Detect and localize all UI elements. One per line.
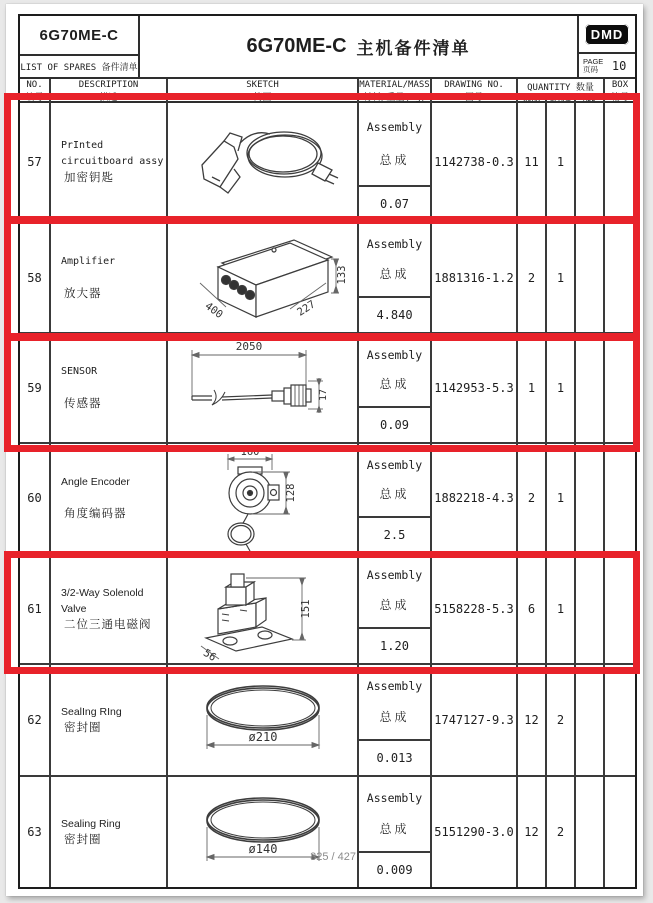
material-assembly-cn: 总成 xyxy=(379,153,410,167)
material-mass-value: 4.840 xyxy=(359,296,430,332)
description-line: 3/2-Way Solenold xyxy=(61,586,144,599)
row-drawing-no: 1882218-4.3 xyxy=(432,444,518,552)
svg-text:2050: 2050 xyxy=(235,340,263,353)
description-line: 传感器 xyxy=(64,398,102,410)
material-mass-value: 2.5 xyxy=(359,516,430,552)
row-description xyxy=(51,665,168,775)
table-row xyxy=(20,223,635,334)
engine-model: 6G70ME-C xyxy=(20,16,138,56)
row-description xyxy=(51,334,168,442)
material-assembly-cn: 总成 xyxy=(379,709,410,724)
row-description xyxy=(51,444,168,552)
row-box xyxy=(605,554,635,663)
svg-text:17: 17 xyxy=(318,388,329,402)
row-number: 59 xyxy=(20,334,51,442)
row-qty-work: 1 xyxy=(518,334,547,442)
material-assembly-label: Assembly xyxy=(366,347,423,362)
description-line xyxy=(61,271,166,285)
row-number: 58 xyxy=(20,223,51,332)
col-quantity: QUANTITY 数量 WORK SPARE ADD xyxy=(518,79,605,103)
row-qty-spare: 1 xyxy=(547,334,576,442)
description-line: SENSOR xyxy=(61,366,98,377)
row-number: 60 xyxy=(20,444,51,552)
row-qty-spare: 2 xyxy=(547,777,576,887)
description-line: 加密钥匙 xyxy=(64,172,114,184)
page-labels xyxy=(583,58,603,74)
sketch-encoder xyxy=(168,444,359,552)
row-description xyxy=(51,223,168,332)
viewer-page-indicator: 325 / 427 xyxy=(310,851,356,863)
row-material xyxy=(359,334,432,442)
row-qty-spare: 1 xyxy=(547,444,576,552)
svg-text:128: 128 xyxy=(285,483,297,503)
svg-text:400: 400 xyxy=(202,299,225,321)
material-assembly-label: Assembly xyxy=(366,120,423,134)
sketch-ring xyxy=(168,665,359,775)
row-box xyxy=(605,777,635,887)
description-line: SealIng RIng xyxy=(61,706,122,718)
dmd-logo: DMD xyxy=(585,24,630,45)
row-qty-work: 2 xyxy=(518,223,547,332)
row-box xyxy=(605,665,635,775)
svg-text:151: 151 xyxy=(300,599,312,618)
table-row xyxy=(20,665,635,777)
row-material xyxy=(359,554,432,663)
page-number: 10 xyxy=(611,58,627,73)
col-material-mass: MATERIAL/MASS 材料/重量(Kg) xyxy=(359,79,432,103)
row-material xyxy=(359,444,432,552)
material-assembly-label: Assembly xyxy=(366,237,423,251)
sketch-dongle xyxy=(168,103,359,221)
header-left-cell xyxy=(20,16,140,77)
svg-text:ø140: ø140 xyxy=(248,842,278,856)
row-material xyxy=(359,223,432,332)
col-no: NO. 编号 xyxy=(20,79,51,103)
row-number: 63 xyxy=(20,777,51,887)
list-of-spares-label: LIST OF SPARES 备件清单 xyxy=(20,63,138,73)
svg-text:133: 133 xyxy=(336,265,348,284)
row-drawing-no: 5151290-3.0 xyxy=(432,777,518,887)
row-number: 61 xyxy=(20,554,51,663)
material-mass-value: 1.20 xyxy=(359,627,430,663)
row-box xyxy=(605,444,635,552)
row-qty-spare: 1 xyxy=(547,223,576,332)
sketch-sensor xyxy=(168,334,359,442)
description-line: 角度编码器 xyxy=(64,508,127,520)
row-qty-work: 11 xyxy=(518,103,547,221)
description-line: 放大器 xyxy=(64,287,102,300)
row-description xyxy=(51,103,168,221)
row-qty-work: 2 xyxy=(518,444,547,552)
description-line: 密封圈 xyxy=(64,722,102,734)
row-qty-spare: 1 xyxy=(547,103,576,221)
col-box: BOX 箱号 xyxy=(610,80,629,103)
row-qty-add xyxy=(576,665,605,775)
table-header-band xyxy=(20,16,635,79)
description-line: Sealing Ring xyxy=(61,818,121,830)
material-mass-value: 0.07 xyxy=(359,185,430,221)
page-number-cell xyxy=(579,54,635,77)
col-qty-spare: SPARE xyxy=(547,93,576,103)
row-description xyxy=(51,777,168,887)
material-assembly-label: Assembly xyxy=(366,679,423,694)
description-line: Amplifier xyxy=(61,255,116,267)
svg-text:56: 56 xyxy=(201,646,219,663)
logo-cell xyxy=(579,16,635,54)
row-qty-work: 12 xyxy=(518,665,547,775)
description-line: Angle Encoder xyxy=(61,476,130,488)
page-label-cn: 页码 xyxy=(583,65,598,74)
table-row xyxy=(20,334,635,444)
row-qty-add xyxy=(576,777,605,887)
row-drawing-no: 1881316-1.2 xyxy=(432,223,518,332)
row-number: 57 xyxy=(20,103,51,221)
material-assembly-label: Assembly xyxy=(366,457,423,472)
material-assembly-cn: 总成 xyxy=(379,598,410,612)
description-line: 密封圈 xyxy=(64,834,102,846)
description-line: 二位三通电磁阀 xyxy=(64,618,152,631)
header-right-cell xyxy=(577,16,635,77)
row-material xyxy=(359,665,432,775)
col-sketch: SKETCH 简图 xyxy=(168,79,359,103)
sketch-amplifier xyxy=(168,223,359,332)
material-assembly-cn: 总成 xyxy=(379,487,410,502)
description-line xyxy=(61,491,166,505)
row-number: 62 xyxy=(20,665,51,775)
material-mass-value: 0.013 xyxy=(359,739,430,775)
row-qty-add xyxy=(576,103,605,221)
row-box xyxy=(605,103,635,221)
description-line: Valve xyxy=(61,602,87,615)
material-assembly-label: Assembly xyxy=(366,791,423,806)
row-qty-add xyxy=(576,334,605,442)
material-assembly-cn: 总成 xyxy=(379,377,410,392)
material-assembly-cn: 总成 xyxy=(379,267,410,281)
material-mass-value: 0.09 xyxy=(359,406,430,442)
page-title xyxy=(140,16,577,77)
material-assembly-cn: 总成 xyxy=(379,821,410,836)
material-assembly-label: Assembly xyxy=(366,568,423,582)
title-model: 6G70ME-C xyxy=(246,35,347,57)
column-header-row xyxy=(20,79,635,103)
description-line xyxy=(61,381,166,395)
sketch-ring xyxy=(168,777,359,887)
material-mass-value: 0.009 xyxy=(359,851,430,887)
col-description: DESCRIPTION 描述 xyxy=(51,79,168,103)
row-qty-add xyxy=(576,223,605,332)
row-drawing-no: 1142738-0.3 xyxy=(432,103,518,221)
row-qty-spare: 1 xyxy=(547,554,576,663)
row-box xyxy=(605,223,635,332)
description-line: circuitboard assy xyxy=(61,156,164,167)
row-description xyxy=(51,554,168,663)
row-material xyxy=(359,777,432,887)
description-line: PrInted xyxy=(61,140,104,151)
row-box xyxy=(605,334,635,442)
document-page xyxy=(6,4,643,896)
row-qty-add xyxy=(576,554,605,663)
row-drawing-no: 1747127-9.3 xyxy=(432,665,518,775)
col-qty-work: WORK xyxy=(518,93,547,103)
row-drawing-no: 1142953-5.3 xyxy=(432,334,518,442)
table-row xyxy=(20,444,635,554)
sketch-valve xyxy=(168,554,359,663)
svg-text:ø210: ø210 xyxy=(248,730,278,744)
table-body xyxy=(20,103,635,887)
table-row xyxy=(20,777,635,887)
title-chinese: 主机备件清单 xyxy=(356,39,471,58)
table-row xyxy=(20,554,635,665)
row-drawing-no: 5158228-5.3 xyxy=(432,554,518,663)
table-row xyxy=(20,103,635,223)
svg-text:227: 227 xyxy=(295,297,318,319)
row-qty-work: 12 xyxy=(518,777,547,887)
row-qty-add xyxy=(576,444,605,552)
page-label-en: PAGE xyxy=(583,56,604,66)
col-qty-add: ADD xyxy=(576,93,603,103)
svg-text:160: 160 xyxy=(240,446,260,458)
row-qty-work: 6 xyxy=(518,554,547,663)
col-drawing-no: DRAWING NO. 图号 xyxy=(432,79,518,103)
row-qty-spare: 2 xyxy=(547,665,576,775)
spares-table xyxy=(18,14,637,889)
row-material xyxy=(359,103,432,221)
